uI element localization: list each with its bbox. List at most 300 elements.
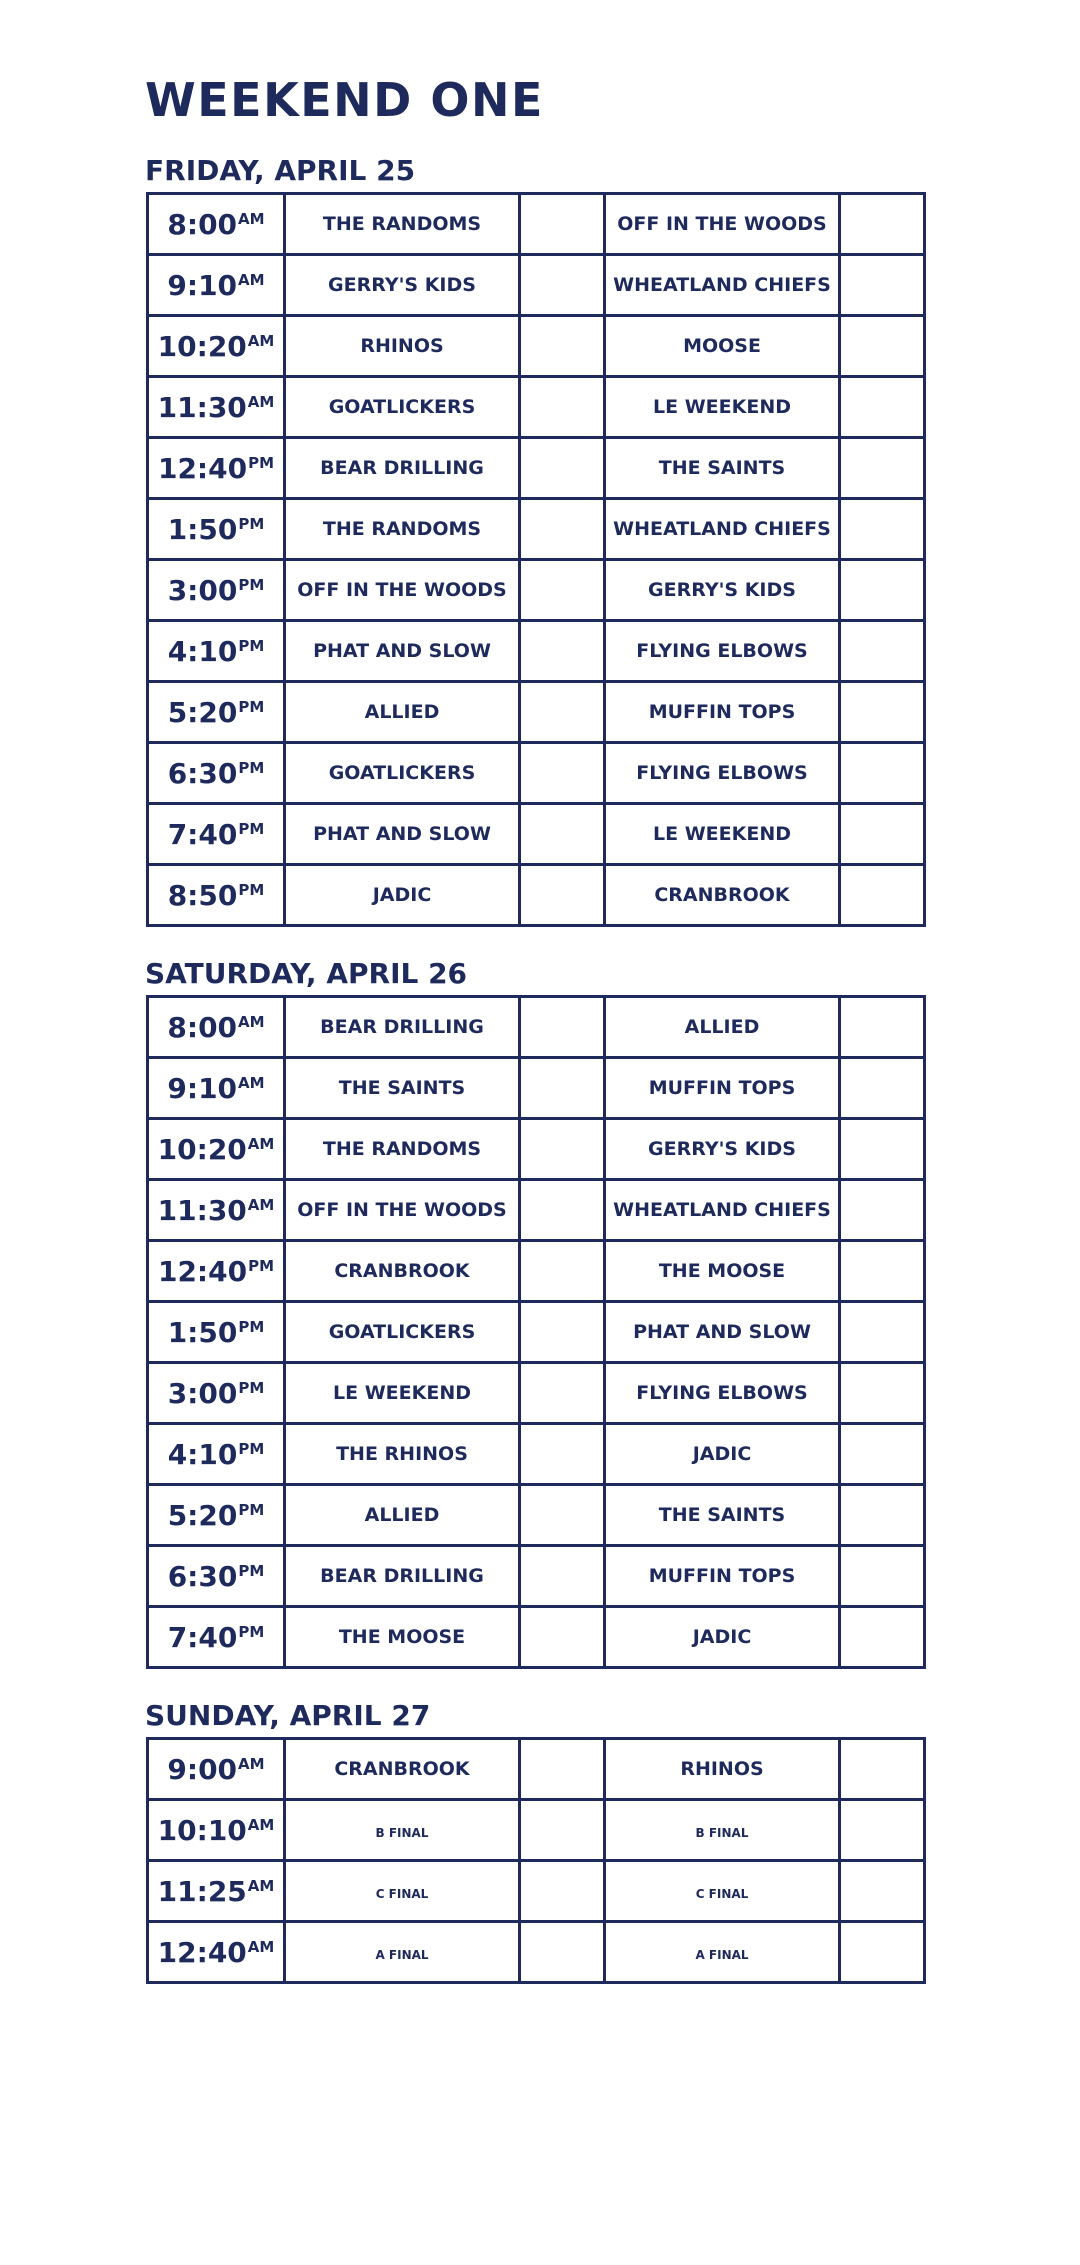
home-team-name: CRANBROOK xyxy=(334,1758,470,1780)
game-time-cell xyxy=(148,255,285,316)
game-row xyxy=(148,1739,925,1800)
home-score-box xyxy=(520,438,605,499)
game-row xyxy=(148,1363,925,1424)
game-time xyxy=(167,208,264,241)
game-time-cell xyxy=(148,1119,285,1180)
game-row xyxy=(148,1800,925,1861)
away-team-name: FLYING ELBOWS xyxy=(636,1382,808,1404)
home-team-name: ALLIED xyxy=(364,701,440,723)
game-time-value: 11:30 xyxy=(157,390,247,424)
game-time-cell xyxy=(148,865,285,926)
game-time-ampm: AM xyxy=(238,1754,265,1773)
home-team-cell xyxy=(285,1424,520,1485)
home-team-name: LE WEEKEND xyxy=(333,1382,471,1404)
game-time-value: 4:10 xyxy=(167,634,238,668)
away-team-name: MUFFIN TOPS xyxy=(648,1077,796,1099)
game-row xyxy=(148,194,925,255)
away-team-cell xyxy=(605,1302,840,1363)
game-time-ampm: AM xyxy=(238,1073,265,1092)
final-label: C FINAL xyxy=(375,1886,429,1901)
away-team-cell xyxy=(605,1058,840,1119)
home-team-cell xyxy=(285,1485,520,1546)
away-team-name: GERRY'S KIDS xyxy=(648,579,796,601)
home-score-box xyxy=(520,997,605,1058)
game-row xyxy=(148,1861,925,1922)
game-time-cell xyxy=(148,1739,285,1800)
home-team-cell xyxy=(285,621,520,682)
game-time xyxy=(158,1133,275,1166)
home-score-box xyxy=(520,1241,605,1302)
game-row xyxy=(148,438,925,499)
game-time-ampm: AM xyxy=(238,209,265,228)
game-row xyxy=(148,621,925,682)
home-score-box xyxy=(520,1363,605,1424)
away-team-name: THE SAINTS xyxy=(658,457,786,479)
game-time-value: 9:00 xyxy=(167,1752,238,1786)
game-time xyxy=(158,330,275,363)
home-score-box xyxy=(520,1922,605,1983)
away-score-box xyxy=(840,1424,925,1485)
home-team-cell xyxy=(285,560,520,621)
game-time-value: 9:10 xyxy=(167,1071,238,1105)
game-time-ampm: PM xyxy=(238,1622,265,1641)
away-team-cell xyxy=(605,865,840,926)
page-title: WEEKEND ONE xyxy=(145,73,544,127)
game-time-cell xyxy=(148,682,285,743)
away-score-box xyxy=(840,865,925,926)
home-score-box xyxy=(520,1485,605,1546)
away-team-cell xyxy=(605,499,840,560)
final-label: A FINAL xyxy=(375,1947,429,1962)
away-score-box xyxy=(840,316,925,377)
away-team-name: THE MOOSE xyxy=(658,1260,786,1282)
away-team-name: JADIC xyxy=(692,1626,752,1648)
away-score-box xyxy=(840,377,925,438)
schedule-table xyxy=(146,1737,926,1984)
game-time xyxy=(158,1875,275,1908)
game-time-cell xyxy=(148,1424,285,1485)
home-score-box xyxy=(520,804,605,865)
away-score-box xyxy=(840,621,925,682)
game-time-cell xyxy=(148,997,285,1058)
away-team-name: JADIC xyxy=(692,1443,752,1465)
game-row xyxy=(148,1302,925,1363)
game-row xyxy=(148,255,925,316)
away-team-cell xyxy=(605,1363,840,1424)
game-time-cell xyxy=(148,621,285,682)
game-time-ampm: PM xyxy=(238,1561,265,1580)
home-team-cell xyxy=(285,865,520,926)
away-team-cell xyxy=(605,438,840,499)
game-time-value: 10:20 xyxy=(157,329,247,363)
game-time-cell xyxy=(148,1800,285,1861)
away-team-name: RHINOS xyxy=(680,1758,764,1780)
game-time-cell xyxy=(148,560,285,621)
game-time-value: 8:50 xyxy=(167,878,238,912)
game-time xyxy=(168,635,265,668)
away-team-name: ALLIED xyxy=(684,1016,760,1038)
away-score-box xyxy=(840,1119,925,1180)
home-score-box xyxy=(520,1302,605,1363)
game-time-ampm: AM xyxy=(247,1876,275,1895)
game-row xyxy=(148,1546,925,1607)
day-section xyxy=(145,953,925,1669)
away-score-box xyxy=(840,743,925,804)
game-time-value: 1:50 xyxy=(167,1315,238,1349)
home-team-cell xyxy=(285,1800,520,1861)
game-time-cell xyxy=(148,377,285,438)
home-team-name: CRANBROOK xyxy=(334,1260,470,1282)
game-time-value: 12:40 xyxy=(157,1935,247,1969)
home-score-box xyxy=(520,194,605,255)
home-score-box xyxy=(520,1424,605,1485)
schedule-table xyxy=(146,192,926,927)
home-score-box xyxy=(520,682,605,743)
game-time-ampm: AM xyxy=(238,1012,265,1031)
game-row xyxy=(148,1180,925,1241)
final-label: B FINAL xyxy=(375,1825,429,1840)
away-team-name: CRANBROOK xyxy=(654,884,790,906)
day-heading: SATURDAY, APRIL 26 xyxy=(145,957,468,990)
home-team-cell xyxy=(285,1241,520,1302)
game-time xyxy=(167,1072,264,1105)
away-team-name: LE WEEKEND xyxy=(653,396,791,418)
game-time xyxy=(167,269,264,302)
home-team-name: THE RANDOMS xyxy=(322,213,482,235)
away-team-name: OFF IN THE WOODS xyxy=(617,213,827,235)
home-score-box xyxy=(520,1058,605,1119)
game-time xyxy=(167,1753,264,1786)
away-score-box xyxy=(840,255,925,316)
home-score-box xyxy=(520,1180,605,1241)
schedule-page xyxy=(145,72,925,1984)
game-row xyxy=(148,997,925,1058)
game-time-ampm: PM xyxy=(238,819,265,838)
away-team-name: THE SAINTS xyxy=(658,1504,786,1526)
game-time xyxy=(168,1316,265,1349)
game-time xyxy=(158,391,275,424)
away-team-cell xyxy=(605,560,840,621)
final-label: B FINAL xyxy=(695,1825,749,1840)
away-score-box xyxy=(840,1861,925,1922)
game-row xyxy=(148,682,925,743)
home-team-cell xyxy=(285,1739,520,1800)
away-team-cell xyxy=(605,1739,840,1800)
day-section xyxy=(145,1695,925,1984)
game-time-cell xyxy=(148,804,285,865)
game-time-value: 10:10 xyxy=(157,1813,247,1847)
game-time xyxy=(168,513,265,546)
away-team-name: FLYING ELBOWS xyxy=(636,762,808,784)
home-team-cell xyxy=(285,1058,520,1119)
game-time-ampm: PM xyxy=(238,575,265,594)
game-time-ampm: AM xyxy=(247,392,275,411)
game-row xyxy=(148,560,925,621)
away-team-cell xyxy=(605,1180,840,1241)
away-score-box xyxy=(840,1922,925,1983)
home-team-name: GOATLICKERS xyxy=(328,762,476,784)
away-team-name: MUFFIN TOPS xyxy=(648,1565,796,1587)
home-team-name: THE MOOSE xyxy=(338,1626,466,1648)
game-row xyxy=(148,1241,925,1302)
home-score-box xyxy=(520,499,605,560)
away-team-name: WHEATLAND CHIEFS xyxy=(613,518,831,540)
away-score-box xyxy=(840,560,925,621)
game-time-ampm: PM xyxy=(238,514,265,533)
home-score-box xyxy=(520,1607,605,1668)
home-team-name: BEAR DRILLING xyxy=(320,1016,484,1038)
game-row xyxy=(148,1058,925,1119)
away-team-cell xyxy=(605,1241,840,1302)
away-score-box xyxy=(840,1739,925,1800)
game-time xyxy=(168,1377,265,1410)
game-time-cell xyxy=(148,1607,285,1668)
home-team-name: JADIC xyxy=(372,884,432,906)
away-team-cell xyxy=(605,743,840,804)
game-row xyxy=(148,804,925,865)
game-row xyxy=(148,865,925,926)
away-team-name: PHAT AND SLOW xyxy=(633,1321,811,1343)
game-row xyxy=(148,1424,925,1485)
home-team-name: THE SAINTS xyxy=(338,1077,466,1099)
home-team-name: GOATLICKERS xyxy=(328,1321,476,1343)
away-score-box xyxy=(840,1800,925,1861)
game-time xyxy=(168,818,265,851)
home-team-cell xyxy=(285,1546,520,1607)
game-time xyxy=(168,1621,265,1654)
game-time xyxy=(168,1560,265,1593)
game-time-ampm: PM xyxy=(238,1378,265,1397)
game-time-ampm: PM xyxy=(238,1500,265,1519)
day-section xyxy=(145,150,925,927)
game-time xyxy=(158,1814,275,1847)
home-score-box xyxy=(520,1546,605,1607)
away-team-cell xyxy=(605,1119,840,1180)
away-score-box xyxy=(840,499,925,560)
home-team-cell xyxy=(285,1607,520,1668)
final-label: A FINAL xyxy=(695,1947,749,1962)
game-time-ampm: PM xyxy=(248,1256,275,1275)
home-team-name: BEAR DRILLING xyxy=(320,457,484,479)
home-team-cell xyxy=(285,682,520,743)
home-team-cell xyxy=(285,1861,520,1922)
away-team-cell xyxy=(605,377,840,438)
away-score-box xyxy=(840,1546,925,1607)
home-team-name: PHAT AND SLOW xyxy=(313,640,491,662)
home-team-cell xyxy=(285,743,520,804)
game-row xyxy=(148,1607,925,1668)
game-time-cell xyxy=(148,1180,285,1241)
game-time-value: 5:20 xyxy=(167,1498,238,1532)
game-time-cell xyxy=(148,1485,285,1546)
away-team-cell xyxy=(605,1424,840,1485)
away-team-cell xyxy=(605,997,840,1058)
game-time-value: 3:00 xyxy=(167,1376,238,1410)
game-time-value: 7:40 xyxy=(167,1620,238,1654)
game-time-ampm: PM xyxy=(238,758,265,777)
game-time-ampm: AM xyxy=(247,1937,275,1956)
away-team-cell xyxy=(605,316,840,377)
home-score-box xyxy=(520,316,605,377)
away-score-box xyxy=(840,438,925,499)
home-team-name: THE RANDOMS xyxy=(322,1138,482,1160)
away-team-cell xyxy=(605,1861,840,1922)
game-time-value: 5:20 xyxy=(167,695,238,729)
home-team-name: PHAT AND SLOW xyxy=(313,823,491,845)
away-team-name: MUFFIN TOPS xyxy=(648,701,796,723)
game-time-value: 12:40 xyxy=(157,1254,248,1288)
game-time xyxy=(168,696,265,729)
away-team-cell xyxy=(605,1546,840,1607)
game-time xyxy=(168,574,265,607)
away-team-name: WHEATLAND CHIEFS xyxy=(613,1199,831,1221)
home-team-name: RHINOS xyxy=(360,335,444,357)
game-row xyxy=(148,316,925,377)
game-time-cell xyxy=(148,1241,285,1302)
away-score-box xyxy=(840,804,925,865)
home-score-box xyxy=(520,1800,605,1861)
game-time-value: 8:00 xyxy=(167,1010,238,1044)
game-time-ampm: PM xyxy=(238,880,265,899)
home-team-cell xyxy=(285,804,520,865)
game-time-cell xyxy=(148,1058,285,1119)
game-time xyxy=(168,1499,265,1532)
home-score-box xyxy=(520,621,605,682)
home-score-box xyxy=(520,743,605,804)
game-time-cell xyxy=(148,1922,285,1983)
away-team-cell xyxy=(605,682,840,743)
schedule-table xyxy=(146,995,926,1669)
home-team-name: ALLIED xyxy=(364,1504,440,1526)
game-time-ampm: AM xyxy=(238,270,265,289)
home-team-cell xyxy=(285,1119,520,1180)
away-team-name: WHEATLAND CHIEFS xyxy=(613,274,831,296)
away-score-box xyxy=(840,194,925,255)
game-time xyxy=(158,452,274,485)
game-time xyxy=(167,1011,264,1044)
game-time-value: 8:00 xyxy=(167,207,238,241)
home-team-cell xyxy=(285,997,520,1058)
away-team-cell xyxy=(605,1607,840,1668)
away-score-box xyxy=(840,997,925,1058)
game-time-cell xyxy=(148,316,285,377)
game-time-value: 4:10 xyxy=(167,1437,238,1471)
home-team-name: THE RHINOS xyxy=(336,1443,468,1465)
game-time-ampm: AM xyxy=(247,1815,275,1834)
game-time-value: 3:00 xyxy=(167,573,238,607)
away-team-cell xyxy=(605,194,840,255)
away-team-name: GERRY'S KIDS xyxy=(648,1138,796,1160)
schedule-days xyxy=(145,150,925,1984)
away-score-box xyxy=(840,1180,925,1241)
away-score-box xyxy=(840,1363,925,1424)
game-time-value: 11:30 xyxy=(157,1193,247,1227)
home-team-cell xyxy=(285,1363,520,1424)
away-score-box xyxy=(840,1485,925,1546)
away-score-box xyxy=(840,682,925,743)
home-team-cell xyxy=(285,1922,520,1983)
away-team-name: FLYING ELBOWS xyxy=(636,640,808,662)
home-team-cell xyxy=(285,1302,520,1363)
away-score-box xyxy=(840,1058,925,1119)
game-time-ampm: AM xyxy=(247,1134,275,1153)
game-row xyxy=(148,377,925,438)
final-label: C FINAL xyxy=(695,1886,749,1901)
home-team-cell xyxy=(285,194,520,255)
game-time-ampm: PM xyxy=(238,1317,265,1336)
game-row xyxy=(148,499,925,560)
game-time xyxy=(158,1255,274,1288)
away-team-name: MOOSE xyxy=(683,335,761,357)
home-team-name: GOATLICKERS xyxy=(328,396,476,418)
game-time xyxy=(168,1438,265,1471)
game-time-value: 9:10 xyxy=(167,268,238,302)
game-time xyxy=(158,1936,275,1969)
away-team-cell xyxy=(605,1922,840,1983)
game-time-ampm: AM xyxy=(247,1195,275,1214)
home-team-name: THE RANDOMS xyxy=(322,518,482,540)
home-score-box xyxy=(520,377,605,438)
game-time-value: 1:50 xyxy=(167,512,238,546)
game-time xyxy=(158,1194,275,1227)
home-score-box xyxy=(520,1119,605,1180)
home-team-cell xyxy=(285,438,520,499)
game-time xyxy=(168,879,265,912)
game-time-cell xyxy=(148,1363,285,1424)
game-time-value: 12:40 xyxy=(157,451,248,485)
home-team-cell xyxy=(285,255,520,316)
game-time-value: 6:30 xyxy=(167,756,238,790)
home-score-box xyxy=(520,560,605,621)
game-row xyxy=(148,1485,925,1546)
home-score-box xyxy=(520,255,605,316)
away-team-cell xyxy=(605,255,840,316)
game-time-ampm: AM xyxy=(247,331,275,350)
game-time-cell xyxy=(148,499,285,560)
home-team-name: OFF IN THE WOODS xyxy=(297,579,507,601)
game-time-cell xyxy=(148,194,285,255)
home-team-name: GERRY'S KIDS xyxy=(328,274,476,296)
away-score-box xyxy=(840,1302,925,1363)
home-team-cell xyxy=(285,316,520,377)
home-team-cell xyxy=(285,1180,520,1241)
game-time-ampm: PM xyxy=(238,1439,265,1458)
home-team-name: OFF IN THE WOODS xyxy=(297,1199,507,1221)
game-time-cell xyxy=(148,1861,285,1922)
home-team-name: BEAR DRILLING xyxy=(320,1565,484,1587)
home-score-box xyxy=(520,1739,605,1800)
away-team-cell xyxy=(605,621,840,682)
game-row xyxy=(148,743,925,804)
game-time-value: 11:25 xyxy=(157,1874,247,1908)
game-time-value: 10:20 xyxy=(157,1132,247,1166)
game-time-value: 6:30 xyxy=(167,1559,238,1593)
away-team-cell xyxy=(605,1485,840,1546)
game-time-cell xyxy=(148,438,285,499)
home-score-box xyxy=(520,865,605,926)
game-time-ampm: PM xyxy=(238,697,265,716)
game-time-cell xyxy=(148,1546,285,1607)
day-heading: FRIDAY, APRIL 25 xyxy=(145,154,416,187)
home-score-box xyxy=(520,1861,605,1922)
game-time-ampm: PM xyxy=(238,636,265,655)
game-time-cell xyxy=(148,1302,285,1363)
game-row xyxy=(148,1922,925,1983)
game-time xyxy=(168,757,265,790)
game-row xyxy=(148,1119,925,1180)
away-score-box xyxy=(840,1607,925,1668)
game-time-cell xyxy=(148,743,285,804)
